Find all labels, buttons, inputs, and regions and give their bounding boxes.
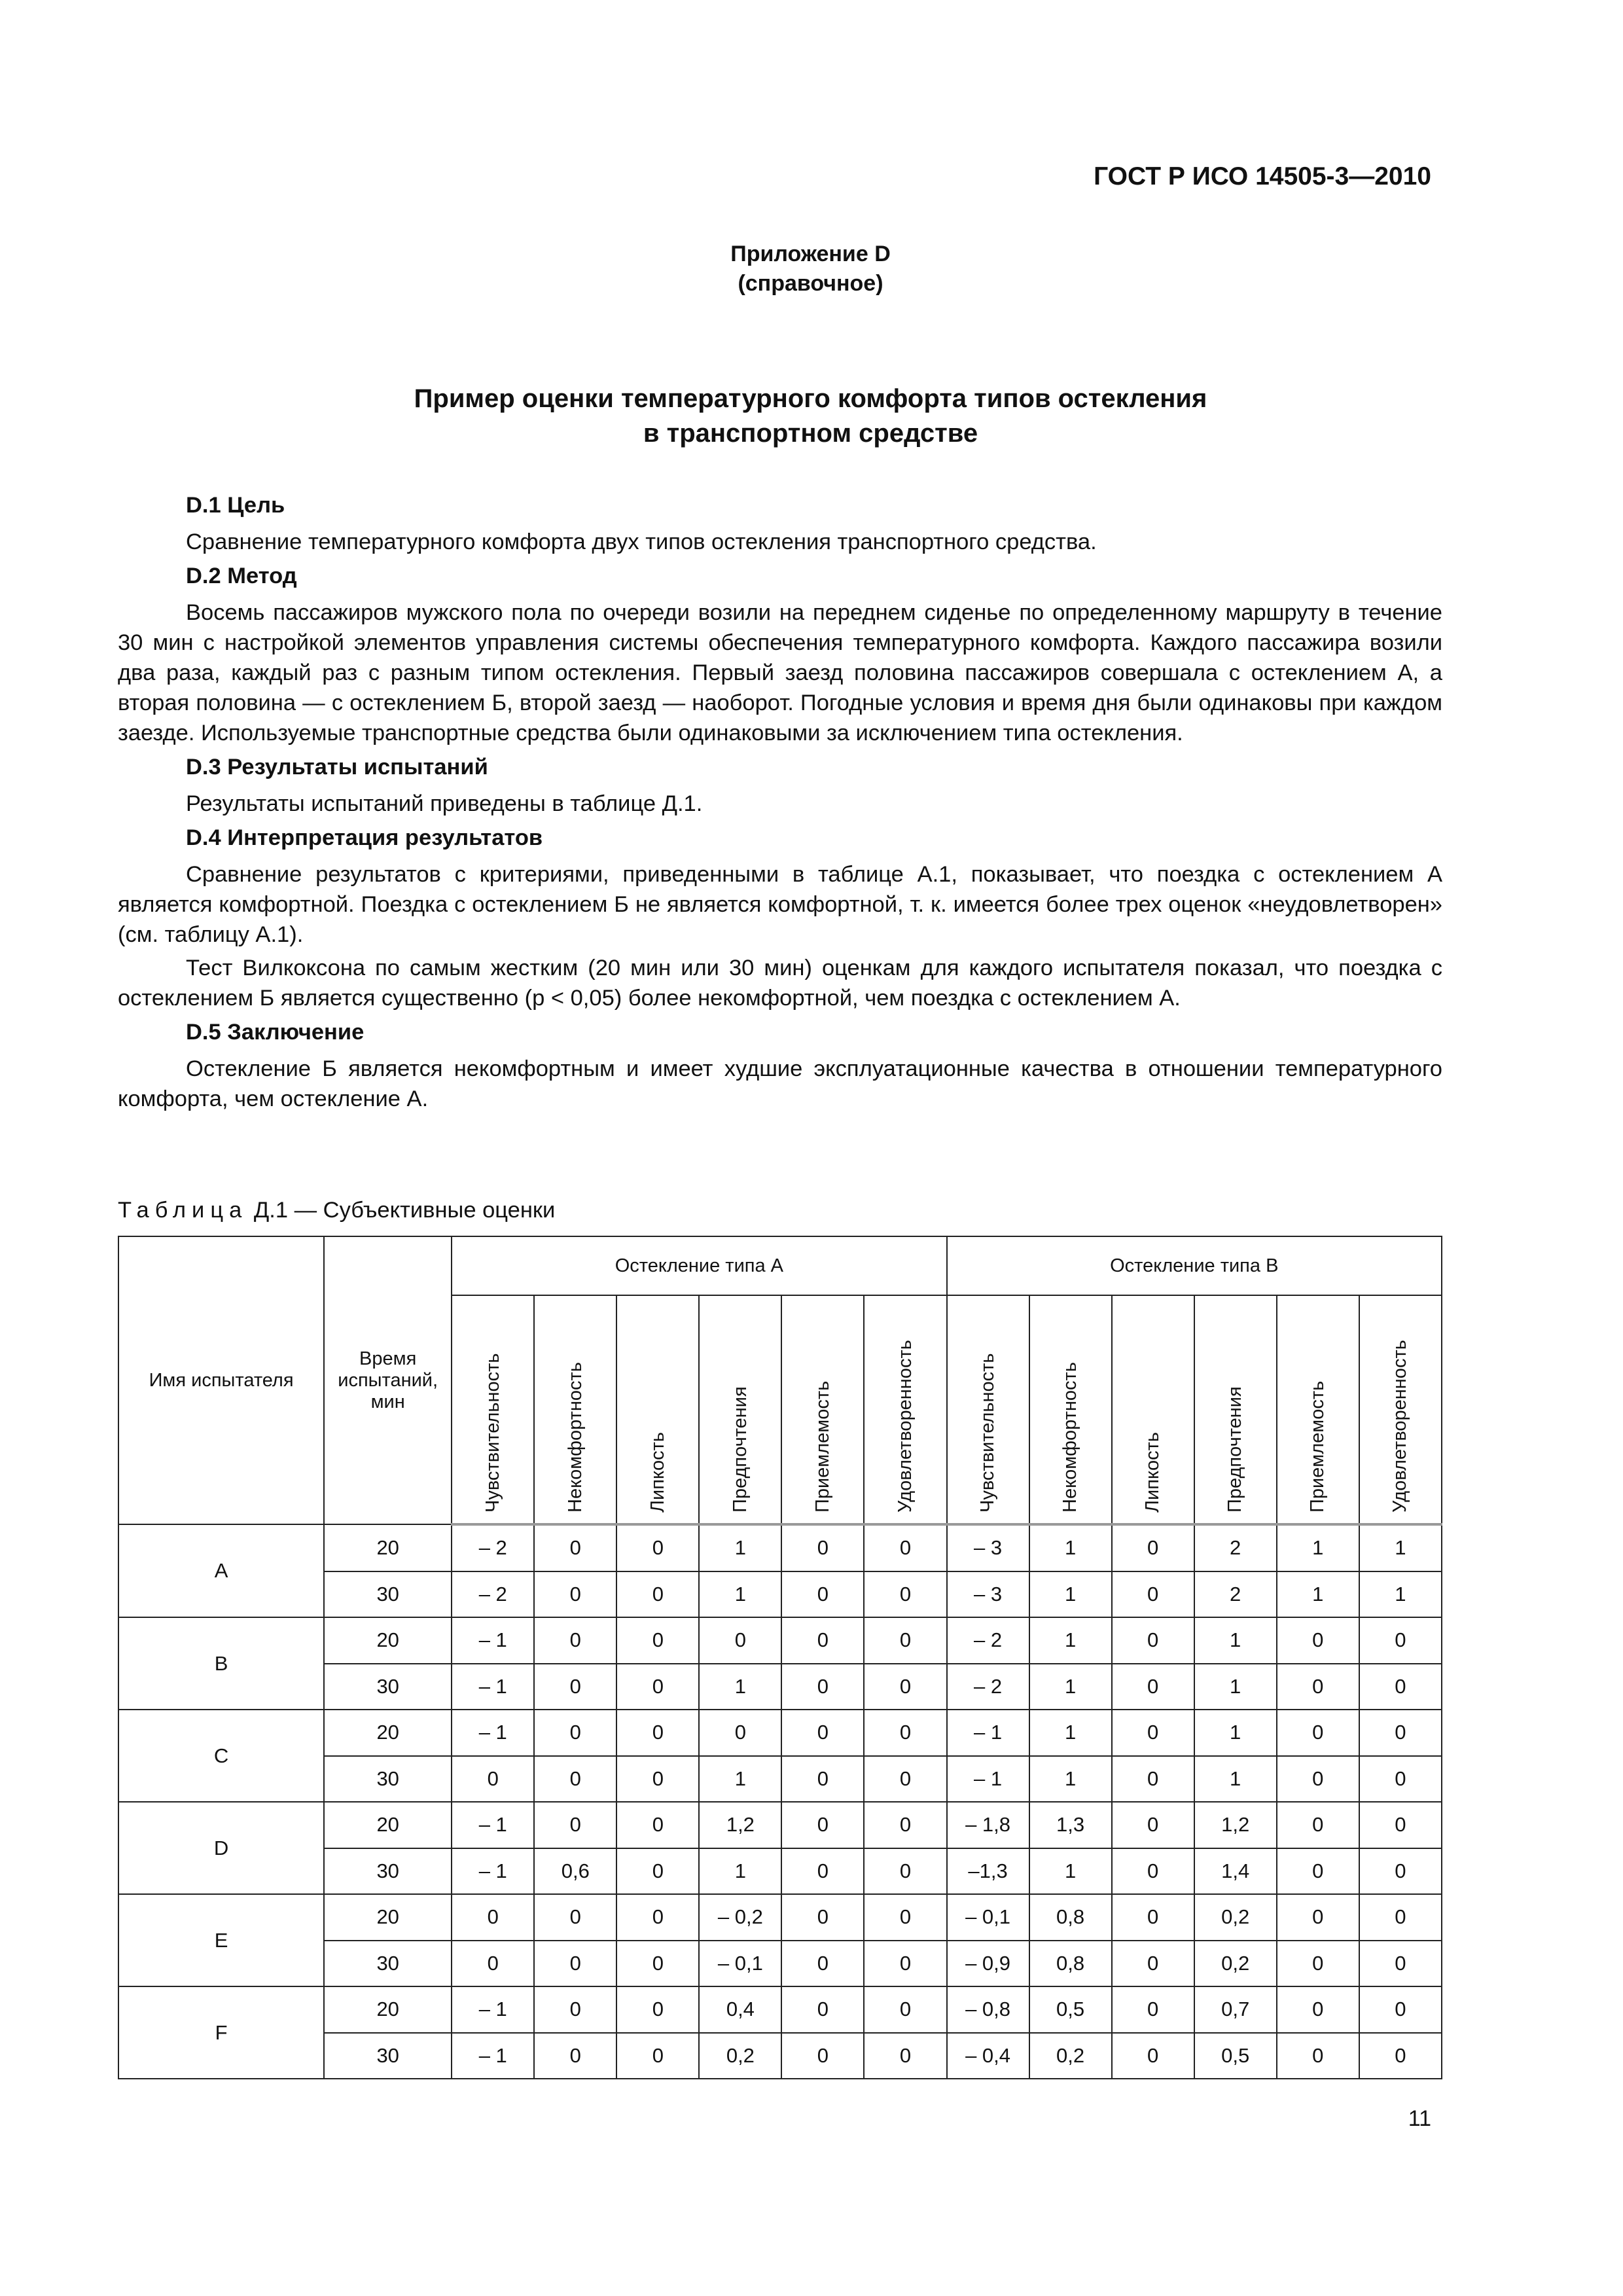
value-cell-a: – 1	[452, 1986, 534, 2033]
value-cell-b: 1	[1194, 1664, 1277, 1710]
value-cell-a: 0	[534, 1524, 616, 1571]
value-cell-a: 0	[781, 1710, 864, 1756]
value-cell-a: 0	[534, 1664, 616, 1710]
value-cell-a: 0	[534, 1802, 616, 1848]
main-title	[118, 382, 1503, 451]
value-cell-b: 1	[1029, 1848, 1112, 1895]
value-cell-b: 0	[1112, 1941, 1194, 1987]
value-cell-a: 0	[864, 1941, 946, 1987]
tester-name-cell: E	[118, 1894, 324, 1986]
value-cell-b: 0,7	[1194, 1986, 1277, 2033]
value-cell-b: 0	[1277, 1710, 1359, 1756]
value-cell-a: 0	[864, 1617, 946, 1664]
value-cell-a: 0	[864, 1664, 946, 1710]
value-cell-b: 0	[1112, 1894, 1194, 1941]
value-cell-a: 0	[616, 1941, 699, 1987]
col-header-name: Имя испытателя	[118, 1236, 324, 1524]
value-cell-a: 0	[616, 1986, 699, 2033]
value-cell-a: – 0,2	[699, 1894, 781, 1941]
criteria-label: Некомфортность	[1060, 1361, 1081, 1513]
criteria-header-a	[864, 1295, 946, 1524]
value-cell-a: 0	[616, 1617, 699, 1664]
value-cell-b: 0	[1359, 2033, 1442, 2079]
value-cell-a: – 2	[452, 1571, 534, 1618]
value-cell-b: – 2	[947, 1617, 1029, 1664]
value-cell-a: 0	[534, 1894, 616, 1941]
value-cell-a: 0	[534, 1617, 616, 1664]
section-heading: D.4 Интерпретация результатов	[186, 825, 543, 850]
value-cell-b: 2	[1194, 1571, 1277, 1618]
value-cell-a: 0	[864, 2033, 946, 2079]
value-cell-b: 0	[1112, 2033, 1194, 2079]
criteria-label: Чувствительность	[977, 1353, 999, 1513]
value-cell-a: 1	[699, 1524, 781, 1571]
value-cell-a: 0	[452, 1941, 534, 1987]
value-cell-b: 0	[1359, 1941, 1442, 1987]
value-cell-b: – 3	[947, 1571, 1029, 1618]
tester-name-cell: B	[118, 1617, 324, 1710]
section-goal	[118, 490, 1442, 557]
value-cell-a: 0	[864, 1848, 946, 1895]
criteria-header-a	[616, 1295, 699, 1524]
value-cell-a: 0	[781, 1617, 864, 1664]
value-cell-a: 0	[781, 1664, 864, 1710]
value-cell-a: 0	[616, 1710, 699, 1756]
value-cell-b: 1,4	[1194, 1848, 1277, 1895]
tester-name-cell: D	[118, 1802, 324, 1894]
tester-name-cell: F	[118, 1986, 324, 2079]
value-cell-b: 0	[1359, 1986, 1442, 2033]
value-cell-b: – 1	[947, 1710, 1029, 1756]
value-cell-b: 0	[1112, 1710, 1194, 1756]
value-cell-a: – 1	[452, 1617, 534, 1664]
value-cell-a: 0	[616, 1524, 699, 1571]
table-row	[118, 1802, 1442, 1848]
value-cell-b: 0	[1359, 1617, 1442, 1664]
value-cell-b: 0	[1112, 1664, 1194, 1710]
value-cell-a: 1,2	[699, 1802, 781, 1848]
value-cell-b: 0	[1277, 1664, 1359, 1710]
section-paragraph: Остекление Б является некомфортным и имеет худшие эксплуатационные качества в отношении температурного комфорта, чем остекление А.	[118, 1056, 1442, 1111]
value-cell-a: 1	[699, 1848, 781, 1895]
value-cell-a: – 1	[452, 1664, 534, 1710]
criteria-label: Предпочтения	[1224, 1386, 1246, 1513]
group-header-b: Остекление типа B	[947, 1236, 1442, 1295]
section-paragraph: Тест Вилкоксона по самым жестким (20 мин или 30 мин) оценкам для каждого испытателя показал, что поездка с остеклением Б является существенно (р < 0,05) более некомфортной, чем поездка с остеклением А.	[118, 956, 1442, 1011]
time-cell: 20	[324, 1986, 452, 2033]
value-cell-a: 0	[864, 1710, 946, 1756]
criteria-header-a	[781, 1295, 864, 1524]
value-cell-a: 0	[616, 1756, 699, 1803]
time-cell: 30	[324, 1664, 452, 1710]
value-cell-b: 1	[1029, 1571, 1112, 1618]
value-cell-a: – 2	[452, 1524, 534, 1571]
criteria-header-a	[452, 1295, 534, 1524]
section-interpretation	[118, 823, 1442, 1013]
section-conclusion	[118, 1017, 1442, 1114]
value-cell-a: 1	[699, 1571, 781, 1618]
group-header-a: Остекление типа A	[452, 1236, 946, 1295]
criteria-label: Предпочтения	[729, 1386, 751, 1513]
value-cell-b: 1	[1359, 1571, 1442, 1618]
section-paragraph: Сравнение температурного комфорта двух типов остекления транспортного средства.	[186, 529, 1097, 554]
value-cell-b: 1	[1277, 1524, 1359, 1571]
body-text	[118, 486, 1442, 1118]
time-cell: 30	[324, 1941, 452, 1987]
value-cell-b: 1	[1194, 1756, 1277, 1803]
value-cell-b: 1	[1029, 1524, 1112, 1571]
criteria-label: Липкость	[1142, 1431, 1164, 1513]
value-cell-a: 0	[781, 1802, 864, 1848]
criteria-label: Приемлемость	[812, 1380, 833, 1513]
criteria-label: Чувствительность	[482, 1353, 503, 1513]
criteria-label: Липкость	[647, 1431, 668, 1513]
value-cell-a: 0	[699, 1710, 781, 1756]
time-cell: 20	[324, 1802, 452, 1848]
value-cell-b: – 0,9	[947, 1941, 1029, 1987]
value-cell-a: 0	[781, 1848, 864, 1895]
time-cell: 30	[324, 1848, 452, 1895]
value-cell-b: 0	[1277, 1802, 1359, 1848]
value-cell-a: 1	[699, 1756, 781, 1803]
value-cell-a: 0	[781, 1894, 864, 1941]
section-paragraph: Восемь пассажиров мужского пола по очереди возили на переднем сиденье по определенному маршруту в течение 30 мин с настройкой элементов управления системы обеспечения температурного комфорта. Каждого пассажира возили два раза, каждый раз с разным типом остекления. Первый заезд половина пассажиров совершала с остеклением А, а вторая половина — с остеклением Б, второй заезд — наоборот. Погодные условия и время дня были одинаковы при каждом заезде. Используемые транспортные средства были одинаковыми за исключением типа остекления.	[118, 600, 1442, 745]
value-cell-a: 0	[864, 1571, 946, 1618]
value-cell-a: 0	[864, 1894, 946, 1941]
value-cell-b: 0	[1112, 1756, 1194, 1803]
criteria-label: Удовлетворенность	[894, 1339, 916, 1513]
time-cell: 30	[324, 1571, 452, 1618]
value-cell-b: – 1	[947, 1756, 1029, 1803]
value-cell-b: – 0,8	[947, 1986, 1029, 2033]
value-cell-b: 1	[1194, 1710, 1277, 1756]
value-cell-a: 0	[864, 1756, 946, 1803]
table-caption-text: Д.1 — Субъективные оценки	[247, 1198, 556, 1223]
criteria-header-b	[1029, 1295, 1112, 1524]
criteria-label: Приемлемость	[1307, 1380, 1329, 1513]
value-cell-a: 0	[534, 1710, 616, 1756]
tester-name-cell: A	[118, 1524, 324, 1617]
value-cell-a: 0	[864, 1986, 946, 2033]
value-cell-a: 0	[452, 1894, 534, 1941]
appendix-title	[118, 240, 1503, 298]
table-row	[118, 1986, 1442, 2033]
value-cell-a: 0	[534, 2033, 616, 2079]
value-cell-b: 0	[1277, 1848, 1359, 1895]
value-cell-b: 0,5	[1029, 1986, 1112, 2033]
value-cell-b: 0,5	[1194, 2033, 1277, 2079]
criteria-header-b	[1277, 1295, 1359, 1524]
main-title-line2: в транспортном средстве	[643, 419, 978, 448]
value-cell-b: 0	[1112, 1848, 1194, 1895]
time-cell: 30	[324, 2033, 452, 2079]
value-cell-b: 1	[1277, 1571, 1359, 1618]
value-cell-b: – 0,4	[947, 2033, 1029, 2079]
section-heading: D.5 Заключение	[186, 1020, 365, 1045]
value-cell-b: 0,2	[1194, 1894, 1277, 1941]
section-heading: D.2 Метод	[186, 564, 297, 588]
value-cell-b: – 3	[947, 1524, 1029, 1571]
appendix-type: (справочное)	[738, 271, 883, 296]
table-caption-word: Таблица	[118, 1198, 248, 1223]
value-cell-a: 0	[781, 1941, 864, 1987]
time-cell: 20	[324, 1524, 452, 1571]
value-cell-b: 0	[1359, 1802, 1442, 1848]
value-cell-a: – 1	[452, 1802, 534, 1848]
criteria-header-a	[699, 1295, 781, 1524]
value-cell-b: 0	[1277, 1617, 1359, 1664]
table-row	[118, 1524, 1442, 1571]
value-cell-b: – 1,8	[947, 1802, 1029, 1848]
value-cell-b: – 0,1	[947, 1894, 1029, 1941]
value-cell-b: 0	[1359, 1664, 1442, 1710]
value-cell-b: 0	[1277, 1986, 1359, 2033]
value-cell-a: 0	[781, 1571, 864, 1618]
value-cell-a: 0	[534, 1756, 616, 1803]
criteria-header-b	[1359, 1295, 1442, 1524]
value-cell-b: 0	[1359, 1848, 1442, 1895]
section-heading: D.1 Цель	[186, 493, 285, 518]
page-number: 11	[1408, 2106, 1431, 2131]
criteria-header-a	[534, 1295, 616, 1524]
value-cell-a: 0	[452, 1756, 534, 1803]
value-cell-a: 0	[616, 1894, 699, 1941]
value-cell-a: – 1	[452, 2033, 534, 2079]
value-cell-b: –1,3	[947, 1848, 1029, 1895]
value-cell-a: 0	[781, 2033, 864, 2079]
value-cell-b: 1,2	[1194, 1802, 1277, 1848]
value-cell-a: 0,2	[699, 2033, 781, 2079]
value-cell-b: 0	[1112, 1571, 1194, 1618]
value-cell-b: 0,2	[1029, 2033, 1112, 2079]
value-cell-a: 0	[616, 1571, 699, 1618]
time-cell: 20	[324, 1894, 452, 1941]
value-cell-a: 0	[781, 1524, 864, 1571]
appendix-label: Приложение D	[730, 242, 891, 266]
time-cell: 30	[324, 1756, 452, 1803]
value-cell-b: – 2	[947, 1664, 1029, 1710]
section-method	[118, 561, 1442, 748]
value-cell-a: – 0,1	[699, 1941, 781, 1987]
value-cell-a: 1	[699, 1664, 781, 1710]
value-cell-a: 0	[534, 1986, 616, 2033]
section-paragraph: Результаты испытаний приведены в таблице Д.1.	[186, 791, 703, 816]
value-cell-b: 1	[1029, 1756, 1112, 1803]
criteria-header-b	[1194, 1295, 1277, 1524]
section-heading: D.3 Результаты испытаний	[186, 755, 488, 780]
value-cell-a: 0	[781, 1986, 864, 2033]
table-row	[118, 1710, 1442, 1756]
value-cell-a: 0	[864, 1524, 946, 1571]
table-body	[118, 1524, 1442, 2079]
value-cell-a: 0	[699, 1617, 781, 1664]
value-cell-a: 0,6	[534, 1848, 616, 1895]
document-header: ГОСТ Р ИСО 14505-3—2010	[1094, 162, 1431, 190]
value-cell-a: 0	[616, 2033, 699, 2079]
value-cell-b: 0	[1112, 1986, 1194, 2033]
main-title-line1: Пример оценки температурного комфорта типов остекления	[414, 384, 1207, 413]
value-cell-b: 0	[1112, 1802, 1194, 1848]
value-cell-b: 0	[1359, 1756, 1442, 1803]
value-cell-a: 0	[864, 1802, 946, 1848]
tester-name-cell: C	[118, 1710, 324, 1802]
criteria-header-b	[947, 1295, 1029, 1524]
value-cell-b: 1	[1029, 1617, 1112, 1664]
criteria-label: Некомфортность	[564, 1361, 586, 1513]
value-cell-b: 0	[1359, 1894, 1442, 1941]
criteria-header-b	[1112, 1295, 1194, 1524]
value-cell-b: 1	[1029, 1710, 1112, 1756]
value-cell-b: 0	[1112, 1617, 1194, 1664]
value-cell-b: 1	[1194, 1617, 1277, 1664]
value-cell-a: 0,4	[699, 1986, 781, 2033]
value-cell-a: 0	[534, 1571, 616, 1618]
value-cell-a: 0	[781, 1756, 864, 1803]
value-cell-a: – 1	[452, 1710, 534, 1756]
table-caption	[118, 1198, 555, 1223]
value-cell-b: 0,8	[1029, 1941, 1112, 1987]
value-cell-b: 0	[1359, 1710, 1442, 1756]
value-cell-b: 1	[1359, 1524, 1442, 1571]
value-cell-a: 0	[616, 1802, 699, 1848]
value-cell-b: 0	[1112, 1524, 1194, 1571]
value-cell-b: 1,3	[1029, 1802, 1112, 1848]
table-row	[118, 1894, 1442, 1941]
value-cell-a: 0	[616, 1664, 699, 1710]
time-cell: 20	[324, 1617, 452, 1664]
section-paragraph: Сравнение результатов с критериями, приведенными в таблице А.1, показывает, что поездка с остеклением А является комфортной. Поездка с остеклением Б не является комфортной, т. к. имеется более трех оценок «неудовлетворен» (см. таблицу А.1).	[118, 862, 1442, 947]
table-row	[118, 1617, 1442, 1664]
value-cell-b: 0	[1277, 1756, 1359, 1803]
value-cell-b: 0,2	[1194, 1941, 1277, 1987]
value-cell-a: 0	[534, 1941, 616, 1987]
section-results	[118, 752, 1442, 819]
value-cell-b: 2	[1194, 1524, 1277, 1571]
subjective-ratings-table	[118, 1236, 1442, 2079]
value-cell-a: – 1	[452, 1848, 534, 1895]
time-cell: 20	[324, 1710, 452, 1756]
value-cell-a: 0	[616, 1848, 699, 1895]
value-cell-b: 0	[1277, 1941, 1359, 1987]
value-cell-b: 0	[1277, 2033, 1359, 2079]
value-cell-b: 1	[1029, 1664, 1112, 1710]
value-cell-b: 0	[1277, 1894, 1359, 1941]
value-cell-b: 0,8	[1029, 1894, 1112, 1941]
criteria-label: Удовлетворенность	[1389, 1339, 1411, 1513]
col-header-time: Время испытаний, мин	[324, 1236, 452, 1524]
